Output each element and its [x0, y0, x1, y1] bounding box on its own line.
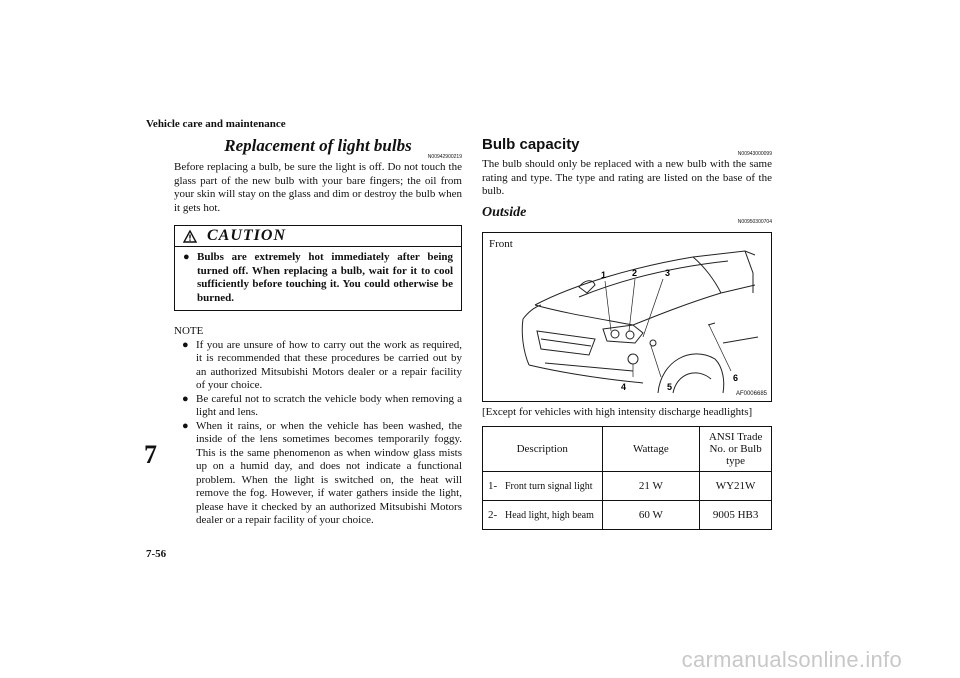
callout-3: 3	[665, 267, 671, 278]
header-bulb-type: ANSI Trade No. or Bulb type	[700, 427, 772, 472]
callout-5: 5	[667, 381, 673, 392]
caution-title: CAUTION	[207, 227, 287, 244]
note-text: Be careful not to scratch the vehicle body when removing a light and lens.	[196, 392, 462, 418]
left-column	[174, 136, 462, 528]
note-text: If you are unsure of how to carry out the work as required, it is recommended that these procedures be carried out by an authorized Mitsubishi Motors dealer or a repair facility of your choice.	[196, 338, 462, 391]
figure-id: AF0006685	[735, 390, 767, 397]
caution-text: Bulbs are extremely hot immediately after being turned off. When replacing a bulb, wait for it to cool sufficiently before touching it. You could otherwise be burned.	[197, 251, 453, 304]
callout-2: 2	[632, 267, 638, 278]
right-column	[482, 136, 772, 530]
running-header: Vehicle care and maintenance	[146, 118, 286, 130]
row-number: 2-	[488, 509, 498, 521]
description-cell	[483, 472, 603, 501]
description-text: Head light, high beam	[505, 509, 594, 521]
bulb-type-cell: WY21W	[700, 472, 772, 501]
header-wattage: Wattage	[602, 427, 700, 472]
row-number: 1-	[488, 480, 498, 492]
note-label: NOTE	[174, 325, 204, 337]
header-description: Description	[483, 427, 603, 472]
intro-paragraph: Before replacing a bulb, be sure the light is off. Do not touch the glass part of the new bulb with your bare fingers; the oil from your skin will stay on the glass and dim or destroy the bulb when it gets hot.	[174, 161, 462, 214]
warning-triangle-icon	[183, 230, 197, 243]
car-front-illustration	[483, 233, 771, 401]
section-code: N00942900219	[427, 154, 462, 160]
subtitle-code: N00950300704	[737, 218, 772, 225]
bulb-capacity-intro: The bulb should only be replaced with a new bulb with the same rating and type. The type and rating are listed on the base of the bulb.	[482, 158, 772, 197]
bulb-type-cell: 9005 HB3	[700, 501, 772, 530]
watermark: carmanualsonline.info	[681, 647, 902, 672]
bullet-icon: ●	[182, 338, 189, 351]
table-caption: [Except for vehicles with high intensity discharge headlights]	[482, 405, 753, 418]
caution-body	[175, 247, 461, 310]
table-row	[483, 501, 772, 530]
section-title: Replacement of light bulbs	[224, 136, 412, 155]
bullet-icon: ●	[182, 419, 189, 432]
note-item	[174, 420, 462, 528]
description-cell	[483, 501, 603, 530]
callout-6: 6	[733, 372, 739, 383]
bulb-capacity-title: Bulb capacity	[482, 136, 580, 153]
outside-subtitle: Outside	[482, 204, 527, 220]
chapter-number: 7	[144, 440, 157, 469]
table-row	[483, 472, 772, 501]
table-header-row	[483, 427, 772, 472]
note-text: When it rains, or when the vehicle has been washed, the inside of the lens sometimes becomes temporarily foggy. This is the same phenomenon as when window glass mists up on a humid day, and does not indicate a functional problem. When the light is switched on, the heat will remove the fog. However, if water gathers inside the light, please have it checked by an authorized Mitsubishi Motors dealer or a repair facility of your choice.	[196, 419, 462, 526]
section-code: N00943000099	[737, 151, 772, 157]
note-item	[174, 339, 462, 393]
figure-front-label: Front	[489, 237, 513, 250]
bullet-icon: ●	[182, 392, 189, 405]
bullet-icon: ●	[183, 251, 190, 263]
note-item	[174, 393, 462, 420]
wattage-cell: 60 W	[602, 501, 700, 530]
callout-4: 4	[621, 381, 627, 392]
page-number: 7-56	[146, 548, 167, 560]
bulb-table	[482, 426, 772, 530]
description-text: Front turn signal light	[505, 480, 593, 492]
caution-box	[174, 225, 462, 311]
caution-header	[175, 226, 461, 247]
wattage-cell: 21 W	[602, 472, 700, 501]
car-front-figure	[482, 232, 772, 402]
callout-1: 1	[601, 269, 607, 280]
